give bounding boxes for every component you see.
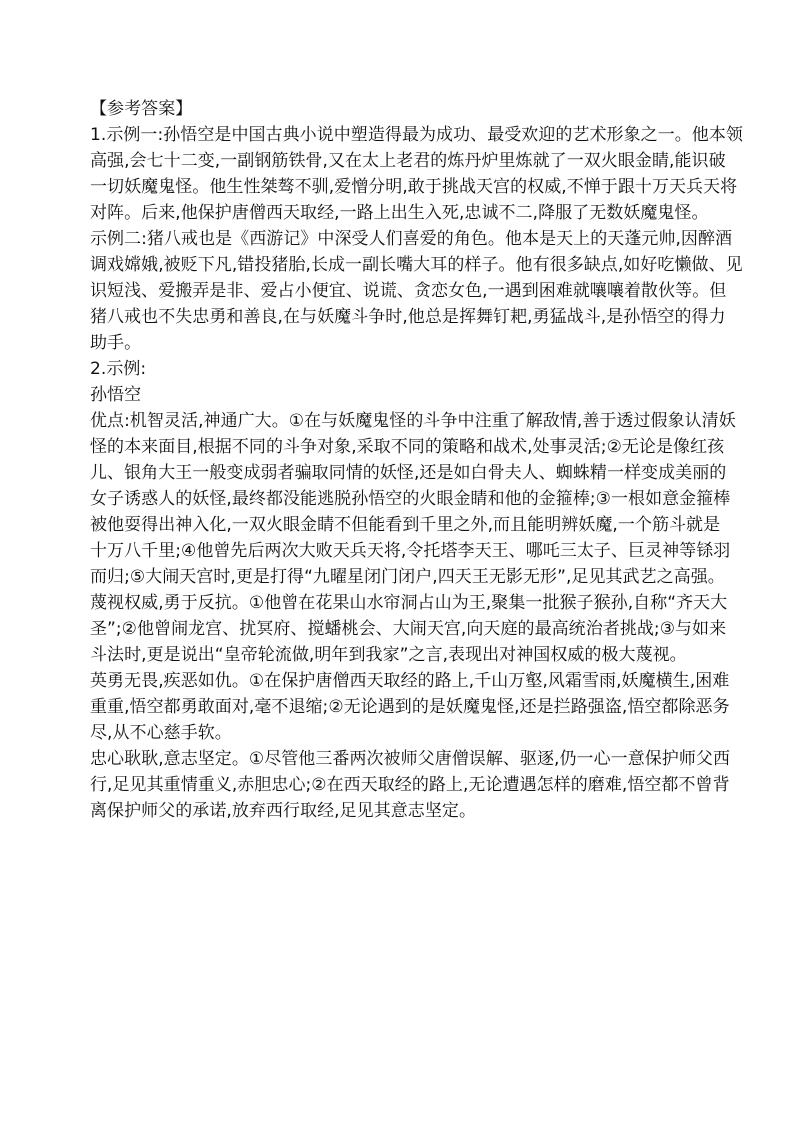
text-line: 儿、银角大王一般变成弱者骗取同情的妖怪,还是如白骨夫人、蜘蛛精一样变成美丽的 xyxy=(90,463,727,483)
answer-section xyxy=(90,96,743,824)
text-line: 而归;⑤大闹天宫时,更是打得“九曜星闭门闭户,四天王无影无形”,足见其武艺之高强。 xyxy=(90,567,725,587)
text-line: 高强,会七十二变,一副钢筋铁骨,又在太上老君的炼丹炉里炼就了一双火眼金睛,能识破 xyxy=(90,151,726,171)
text-line: 对阵。后来,他保护唐僧西天取经,一路上出生入死,忠诚不二,降服了无数妖魔鬼怪。 xyxy=(90,203,709,223)
text-line: 1.示例一:孙悟空是中国古典小说中塑造得最为成功、最受欢迎的艺术形象之一。他本领 xyxy=(90,125,743,145)
text-line: 重重,悟空都勇敢面对,毫不退缩;②无论遇到的是妖魔鬼怪,还是拦路强盗,悟空都除恶务 xyxy=(90,697,730,717)
text-line: 英勇无畏,疾恶如仇。①在保护唐僧西天取经的路上,千山万壑,风霜雪雨,妖魔横生,困难 xyxy=(90,671,730,691)
text-line: 被他耍得出神入化,一双火眼金睛不但能看到千里之外,而且能明辨妖魔,一个筋斗就是 xyxy=(90,515,721,535)
text-line: 助手。 xyxy=(90,333,142,353)
text-line: 尽,从不心慈手软。 xyxy=(90,723,232,743)
text-line: 2.示例: xyxy=(90,359,147,379)
text-line: 圣”;②他曾闹龙宫、扰冥府、搅蟠桃会、大闹天宫,向天庭的最高统治者挑战;③与如来 xyxy=(90,619,727,639)
text-line: 斗法时,更是说出“皇帝轮流做,明年到我家”之言,表现出对神国权威的极大蔑视。 xyxy=(90,645,687,665)
section-heading: 【参考答案】 xyxy=(90,99,193,119)
text-line: 调戏嫦娥,被贬下凡,错投猪胎,长成一副长嘴大耳的样子。他有很多缺点,如好吃懒做、见 xyxy=(90,255,743,275)
text-line: 女子诱惑人的妖怪,最终都没能逃脱孙悟空的火眼金睛和他的金箍棒;③一根如意金箍棒 xyxy=(90,489,731,509)
text-line: 示例二:猪八戒也是《西游记》中深受人们喜爱的角色。他本是天上的天蓬元帅,因醉酒 xyxy=(90,229,733,249)
text-line: 孙悟空 xyxy=(90,385,142,405)
text-line: 蔑视权威,勇于反抗。①他曾在花果山水帘洞占山为王,聚集一批猴子猴孙,自称“齐天大 xyxy=(90,593,728,613)
text-line: 怪的本来面目,根据不同的斗争对象,采取不同的策略和战术,处事灵活;②无论是像红孩 xyxy=(90,437,725,457)
text-line: 优点:机智灵活,神通广大。①在与妖魔鬼怪的斗争中注重了解敌情,善于透过假象认清妖 xyxy=(90,411,736,431)
text-line: 行,足见其重情重义,赤胆忠心;②在西天取经的路上,无论遭遇怎样的磨难,悟空都不曾背 xyxy=(90,775,730,795)
text-line: 忠心耿耿,意志坚定。①尽管他三番两次被师父唐僧误解、驱逐,仍一心一意保护师父西 xyxy=(90,749,730,769)
text-line: 识短浅、爱搬弄是非、爱占小便宜、说谎、贪恋女色,一遇到困难就嚷嚷着散伙等。但 xyxy=(90,281,727,301)
text-line: 十万八千里;④他曾先后两次大败天兵天将,令托塔李天王、哪吒三太子、巨灵神等铩羽 xyxy=(90,541,731,561)
text-line: 离保护师父的承诺,放弃西行取经,足见其意志坚定。 xyxy=(90,801,477,821)
text-line: 一切妖魔鬼怪。他生性桀骜不驯,爱憎分明,敢于挑战天宫的权威,不惮于跟十万天兵天将 xyxy=(90,177,738,197)
text-line: 猪八戒也不失忠勇和善良,在与妖魔斗争时,他总是挥舞钉耙,勇猛战斗,是孙悟空的得力 xyxy=(90,307,726,327)
